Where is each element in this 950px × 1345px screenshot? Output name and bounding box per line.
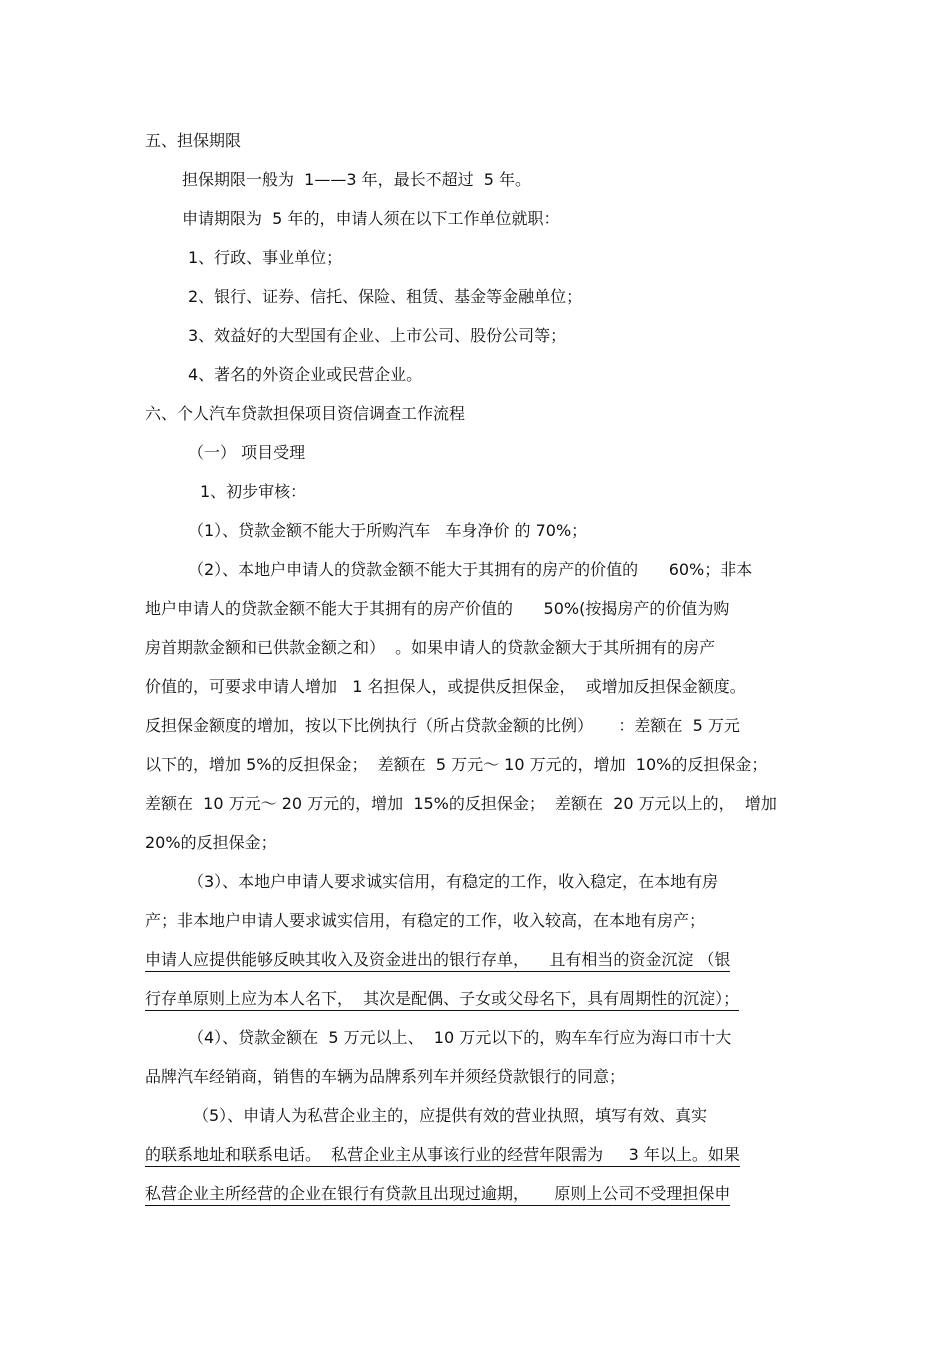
rule-2-line: 差额在 10 万元～ 20 万元的，增加 15%的反担保金； 差额在 20 万元以上的， 增加 (145, 794, 777, 813)
rule-2-line: 以下的，增加 5%的反担保金； 差额在 5 万元～ 10 万元的，增加 10%的反担保金； (145, 755, 768, 774)
rule-5-line-underlined: 的联系地址和联系电话。 私营企业主从事该行业的经营年限需为 3 年以上。如果 (145, 1144, 740, 1167)
rule-1: （1）、贷款金额不能大于所购汽车 车身净价 的 70%； (188, 521, 588, 540)
rule-2-line: 房首期款金额和已供款金额之和） 。如果申请人的贷款金额大于其所拥有的房产 (145, 638, 716, 657)
section-six-title: 六、个人汽车贷款担保项目资信调查工作流程 (145, 404, 466, 423)
list-item: 3、效益好的大型国有企业、上市公司、股份公司等； (188, 326, 567, 345)
list-item: 2、银行、证券、信托、保险、租赁、基金等金融单位； (188, 287, 583, 306)
rule-3-line: 产；非本地户申请人要求诚实信用，有稳定的工作，收入较高，在本地有房产； (145, 911, 706, 930)
rule-2-line: 反担保金额度的增加，按以下比例执行（所占贷款金额的比例） ：差额在 5 万元 (145, 716, 740, 735)
section-five-paragraph-1: 担保期限一般为 1——3 年，最长不超过 5 年。 (182, 170, 532, 189)
subsection-initial-review: 1、初步审核： (200, 482, 307, 501)
rule-3-line-underlined: 行存单原则上应为本人名下， 其次是配偶、子女或父母名下，具有周期性的沉淀）； (145, 988, 739, 1011)
rule-2-line: 地户申请人的贷款金额不能大于其拥有的房产价值的 50%(按揭房产的价值为购 (145, 599, 730, 618)
rule-3-line: （3）、本地户申请人要求诚实信用，有稳定的工作，收入稳定，在本地有房 (188, 872, 719, 891)
rule-5-line: （5）、申请人为私营企业主的，应提供有效的营业执照，填写有效、真实 (193, 1106, 708, 1125)
subsection-project-acceptance: （一） 项目受理 (188, 443, 306, 462)
rule-2-line: （2）、本地户申请人的贷款金额不能大于其拥有的房产的价值的 60%；非本 (188, 560, 753, 579)
rule-5-line-underlined: 私营企业主所经营的企业在银行有贷款且出现过逾期， 原则上公司不受理担保申 (145, 1183, 730, 1206)
section-five-paragraph-2: 申请期限为 5 年的，申请人须在以下工作单位就职： (182, 209, 560, 228)
section-five-title: 五、担保期限 (145, 131, 242, 150)
list-item: 1、行政、事业单位； (188, 248, 343, 267)
rule-3-line-underlined: 申请人应提供能够反映其收入及资金进出的银行存单， 且有相当的资金沉淀 （银 (145, 949, 730, 972)
list-item: 4、著名的外资企业或民营企业。 (188, 365, 423, 384)
rule-2-line: 20%的反担保金； (145, 833, 277, 852)
rule-4-line: 品牌汽车经销商，销售的车辆为品牌系列车并须经贷款银行的同意； (145, 1067, 626, 1086)
rule-4-line: （4）、贷款金额在 5 万元以上、 10 万元以下的，购车车行应为海口市十大 (188, 1028, 732, 1047)
rule-2-line: 价值的，可要求申请人增加 1 名担保人，或提供反担保金， 或增加反担保金额度。 (145, 677, 746, 696)
